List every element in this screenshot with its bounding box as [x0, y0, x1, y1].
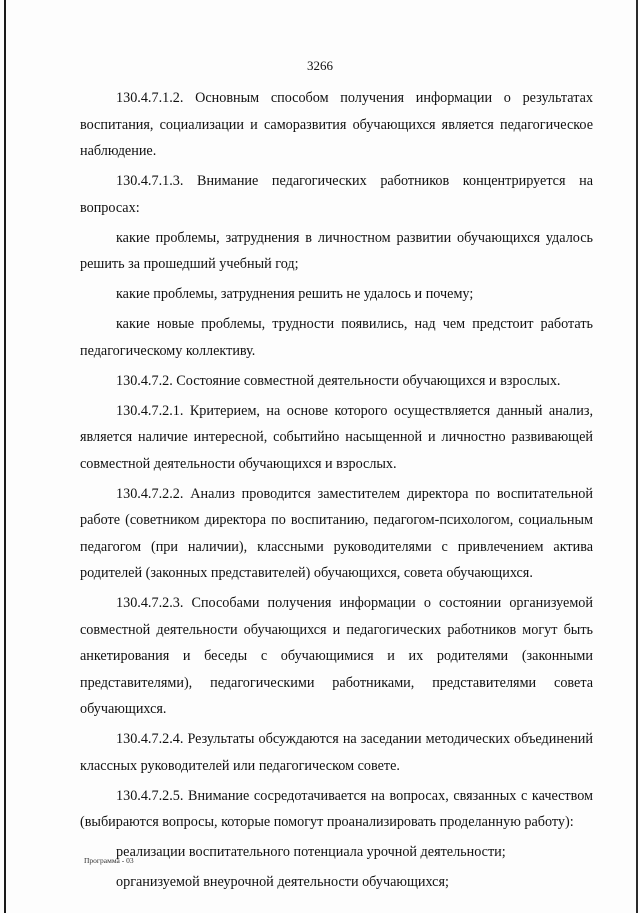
document-body: [80, 85, 593, 899]
paragraph: 130.4.7.2.4. Результаты обсуждаются на заседании методических объединений классных руководителей или педагогическом совете.: [80, 731, 593, 774]
paragraph: 130.4.7.2.5. Внимание сосредотачивается на вопросах, связанных с качеством (выбираются вопросы, которые помогут проанализировать проделанную работу):: [80, 787, 593, 830]
footer-label: Программа - 03: [84, 856, 134, 865]
paragraph: 130.4.7.1.3. Внимание педагогических работников концентрируется на вопросах:: [80, 173, 593, 216]
paragraph: какие проблемы, затруднения решить не удалось и почему;: [116, 286, 474, 302]
paragraph: реализации воспитательного потенциала урочной деятельности;: [116, 844, 506, 860]
page-number: 3266: [307, 58, 333, 73]
paragraph: 130.4.7.2.2. Анализ проводится заместителем директора по воспитательной работе (советником директора по воспитанию, педагогом-психологом, социальным педагогом (при наличии), классными руководителями с привлечением актива родителей (законных представителей) обучающихся, совета обучающихся.: [80, 485, 593, 581]
paragraph: какие проблемы, затруднения в личностном развитии обучающихся удалось решить за прошедший учебный год;: [80, 229, 593, 272]
paragraph: организуемой внеурочной деятельности обучающихся;: [116, 874, 449, 890]
paragraph: 130.4.7.2.1. Критерием, на основе которого осуществляется данный анализ, является наличие интересной, событийно насыщенной и личностно развивающей совместной деятельности обучающихся и взрослых.: [80, 402, 593, 472]
scan-edge-right: [636, 0, 638, 913]
paragraph: 130.4.7.2.3. Способами получения информации о состоянии организуемой совместной деятельности обучающихся и педагогических работников могут быть анкетирования и беседы с обучающимися и их родителями (законными представителями), педагогическими работниками, представителями совета обучающихся.: [80, 595, 593, 717]
paragraph: какие новые проблемы, трудности появились, над чем предстоит работать педагогическому коллективу.: [80, 316, 593, 359]
paragraph: 130.4.7.2. Состояние совместной деятельности обучающихся и взрослых.: [116, 372, 561, 389]
scan-edge-left: [4, 0, 6, 913]
paragraph: 130.4.7.1.2. Основным способом получения информации о результатах воспитания, социализации и саморазвития обучающихся является педагогическое наблюдение.: [80, 90, 593, 159]
